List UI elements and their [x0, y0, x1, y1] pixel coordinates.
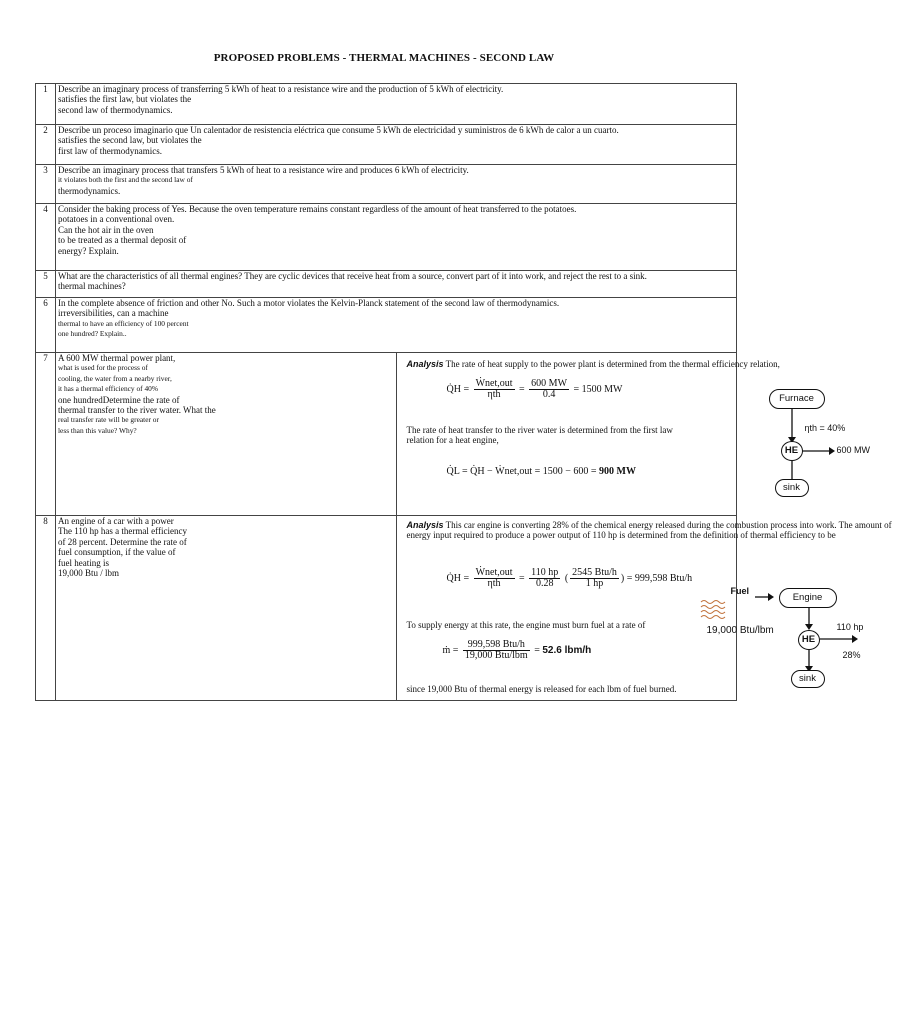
problem-line: fuel consumption, if the value of — [58, 547, 176, 558]
table-row — [36, 165, 737, 204]
problem-cell — [56, 84, 737, 125]
problem-line: thermal machines? — [58, 281, 126, 292]
problem-line: The 110 hp has a thermal efficiency — [58, 526, 187, 537]
furnace-node: Furnace — [769, 389, 825, 409]
problem-line: thermodynamics. — [58, 185, 121, 196]
eq-den: ηth — [487, 389, 501, 401]
arrow-head — [852, 635, 858, 643]
fuel-value-label: 19,000 Btu/lbm — [706, 625, 774, 636]
problem-line: what is used for the process of — [58, 363, 148, 373]
fuel-wave-icon — [701, 601, 725, 619]
problem-line: Describe an imaginary process of transferring 5 kWh of heat to a resistance wire and the production of 5 kWh of electricity. — [58, 84, 504, 94]
problem-line: one hundred? Explain.. — [58, 329, 127, 339]
table-row — [36, 516, 737, 701]
eq-num: 2545 Btu/h — [572, 567, 617, 578]
problem-line: Consider the baking process of Yes. Because the oven temperature remains constant regardless of the amount of heat transferred to the potatoes. — [58, 204, 577, 214]
eq-fraction — [463, 640, 530, 662]
analysis-cell — [396, 353, 871, 516]
problem-number: 2 — [36, 125, 56, 165]
output-label: 110 hp — [836, 622, 864, 632]
eq-equals: = — [519, 573, 525, 585]
eq-fraction — [529, 568, 560, 590]
eq-fraction — [529, 379, 569, 401]
page-title: PROPOSED PROBLEMS - THERMAL MACHINES - SECOND LAW — [213, 52, 555, 64]
analysis-text: This car engine is converting 28% of the chemical energy released during the combustion process into work. The amount of energy input required to produce a power output of 110 hp is determined from the definition of thermal efficiency to be — [406, 520, 892, 541]
analysis-text: relation for a heat engine, — [406, 435, 499, 446]
efficiency-label: ηth = 40% — [804, 423, 846, 433]
problem-line: cooling, the water from a nearby river, — [58, 373, 172, 383]
table-row — [36, 353, 737, 516]
analysis-para — [407, 520, 907, 541]
problem-line: What are the characteristics of all thermal engines? They are cyclic devices that receive heat from a source, convert part of it into work, and reject the rest to a sink. — [58, 271, 647, 281]
problems-table — [35, 83, 892, 701]
problem-line: second law of thermodynamics. — [58, 104, 173, 115]
eq-den: 0.28 — [535, 578, 554, 590]
problem-line: 19,000 Btu / lbm — [58, 568, 120, 579]
problem-line: In the complete absence of friction and other No. Such a motor violates the Kelvin-Planck statement of the second law of thermodynamics. — [58, 298, 560, 308]
table-row — [36, 125, 737, 165]
eq-den: ηth — [487, 578, 501, 590]
eq-equals: = — [534, 645, 540, 657]
engine-node: Engine — [779, 588, 837, 608]
eq-result-bold: 52.6 lbm/h — [542, 645, 592, 657]
problem-line: Describe an imaginary process that transfers 5 kWh of heat to a resistance wire and produces 6 kWh of electricity. — [58, 165, 469, 175]
problem-line: of 28 percent. Determine the rate of — [58, 536, 187, 547]
problem-line: first law of thermodynamics. — [58, 145, 162, 156]
eq-num: Ẇnet,out — [475, 567, 513, 578]
problem-number: 5 — [36, 271, 56, 298]
problem-number: 1 — [36, 84, 56, 125]
equation-qh — [447, 379, 623, 401]
problem-line: it violates both the first and the second law of — [58, 175, 193, 185]
eq-result: = 999,598 Btu/h — [626, 573, 693, 585]
eq-num: 110 hp — [531, 567, 559, 578]
eq-fraction — [474, 568, 515, 590]
eq-result: = 1500 MW — [573, 384, 623, 396]
eq-den: 19,000 Btu/lbm — [464, 650, 528, 662]
efficiency-label: 28% — [842, 650, 861, 660]
analysis-text: The rate of heat transfer to the river water is determined from the first law — [406, 425, 673, 435]
problem-line: satisfies the second law, but violates the — [58, 135, 202, 146]
problem-cell — [56, 516, 397, 701]
table-row — [36, 298, 737, 353]
analysis-cell — [396, 516, 892, 701]
output-label: 600 MW — [836, 445, 871, 455]
eq-num: 600 MW — [531, 378, 568, 389]
problem-cell — [56, 125, 737, 165]
table-row — [36, 84, 737, 125]
analysis-para: since 19,000 Btu of thermal energy is released for each lbm of fuel burned. — [406, 684, 677, 694]
analysis-para — [407, 425, 767, 446]
problem-cell — [56, 165, 737, 204]
eq-lhs: Q̇H = — [446, 573, 470, 585]
he-node: HE — [781, 441, 803, 461]
he-node: HE — [798, 630, 820, 650]
problem-line: thermal to have an efficiency of 100 percent — [58, 318, 189, 328]
problem-number: 6 — [36, 298, 56, 353]
equation-qh: Q̇H = $\frac{\text{Ẇnet,out}}{\text{ηth}}$ = $\frac{110 hp}{0.28}$ ( $\frac{\text{2545 Btu/h}}{1 hp}$ ) = 999,598 Btu/h — [446, 567, 693, 590]
eq-lhs: Q̇H = — [446, 384, 470, 396]
eq-den: 0.4 — [542, 389, 556, 401]
problem-line: potatoes in a conventional oven. — [58, 214, 175, 225]
problem-cell — [56, 204, 737, 271]
equation-mdot — [443, 640, 592, 662]
analysis-label: Analysis — [406, 359, 444, 369]
eq-den: 1 hp — [585, 578, 604, 590]
problem-line: Describe un proceso imaginario que Un calentador de resistencia eléctrica que consume 5 kWh de electricidad y suministros de 6 kWh de calor a un cuarto. — [58, 125, 619, 135]
analysis-label: Analysis — [406, 520, 444, 530]
problem-line: energy? Explain. — [58, 245, 119, 256]
problem-number: 4 — [36, 204, 56, 271]
problem-number: 7 — [36, 353, 56, 516]
sink-node: sink — [775, 479, 809, 497]
problem-cell — [56, 271, 737, 298]
eq-fraction — [474, 379, 515, 401]
analysis-para — [407, 359, 907, 369]
problem-line: A 600 MW thermal power plant, — [58, 353, 176, 363]
eq-num: Ẇnet,out — [475, 378, 513, 389]
analysis-para: To supply energy at this rate, the engine must burn fuel at a rate of — [406, 620, 646, 630]
problem-line: Can the hot air in the oven — [58, 224, 154, 235]
problem-cell — [56, 353, 397, 516]
arrow-head — [768, 593, 774, 601]
table-row — [36, 204, 737, 271]
problem-line: real transfer rate will be greater or — [58, 415, 159, 425]
eq-lhs: ṁ = — [442, 645, 459, 657]
problem-line: fuel heating is — [58, 557, 109, 568]
sink-node: sink — [791, 670, 825, 688]
problem-number: 3 — [36, 165, 56, 204]
problem-line: thermal transfer to the river water. What the — [58, 405, 216, 416]
eq-equals: = — [519, 384, 525, 396]
problem-line: it has a thermal efficiency of 40% — [58, 384, 159, 394]
problem-number: 8 — [36, 516, 56, 701]
analysis-text: The rate of heat supply to the power plant is determined from the thermal efficiency relation, — [445, 359, 780, 369]
table-row — [36, 271, 737, 298]
problem-cell — [56, 298, 737, 353]
problem-line: to be treated as a thermal deposit of — [58, 235, 187, 246]
problem-line: irreversibilities, can a machine — [58, 308, 169, 319]
problem-line: satisfies the first law, but violates the — [58, 94, 192, 105]
eq-num: 999,598 Btu/h — [463, 640, 530, 651]
arrow-head — [829, 447, 835, 455]
eq-fraction — [570, 568, 619, 590]
problem-line: less than this value? Why? — [58, 425, 137, 435]
equation-ql — [447, 467, 637, 477]
problem-line: one hundredDetermine the rate of — [58, 394, 180, 405]
eq-text: Q̇L = Q̇H − Ẇnet,out = 1500 − 600 = — [446, 466, 597, 477]
eq-result-bold: 900 MW — [599, 466, 636, 477]
problem-line: An engine of a car with a power — [58, 516, 174, 526]
fuel-label: Fuel — [730, 586, 750, 596]
